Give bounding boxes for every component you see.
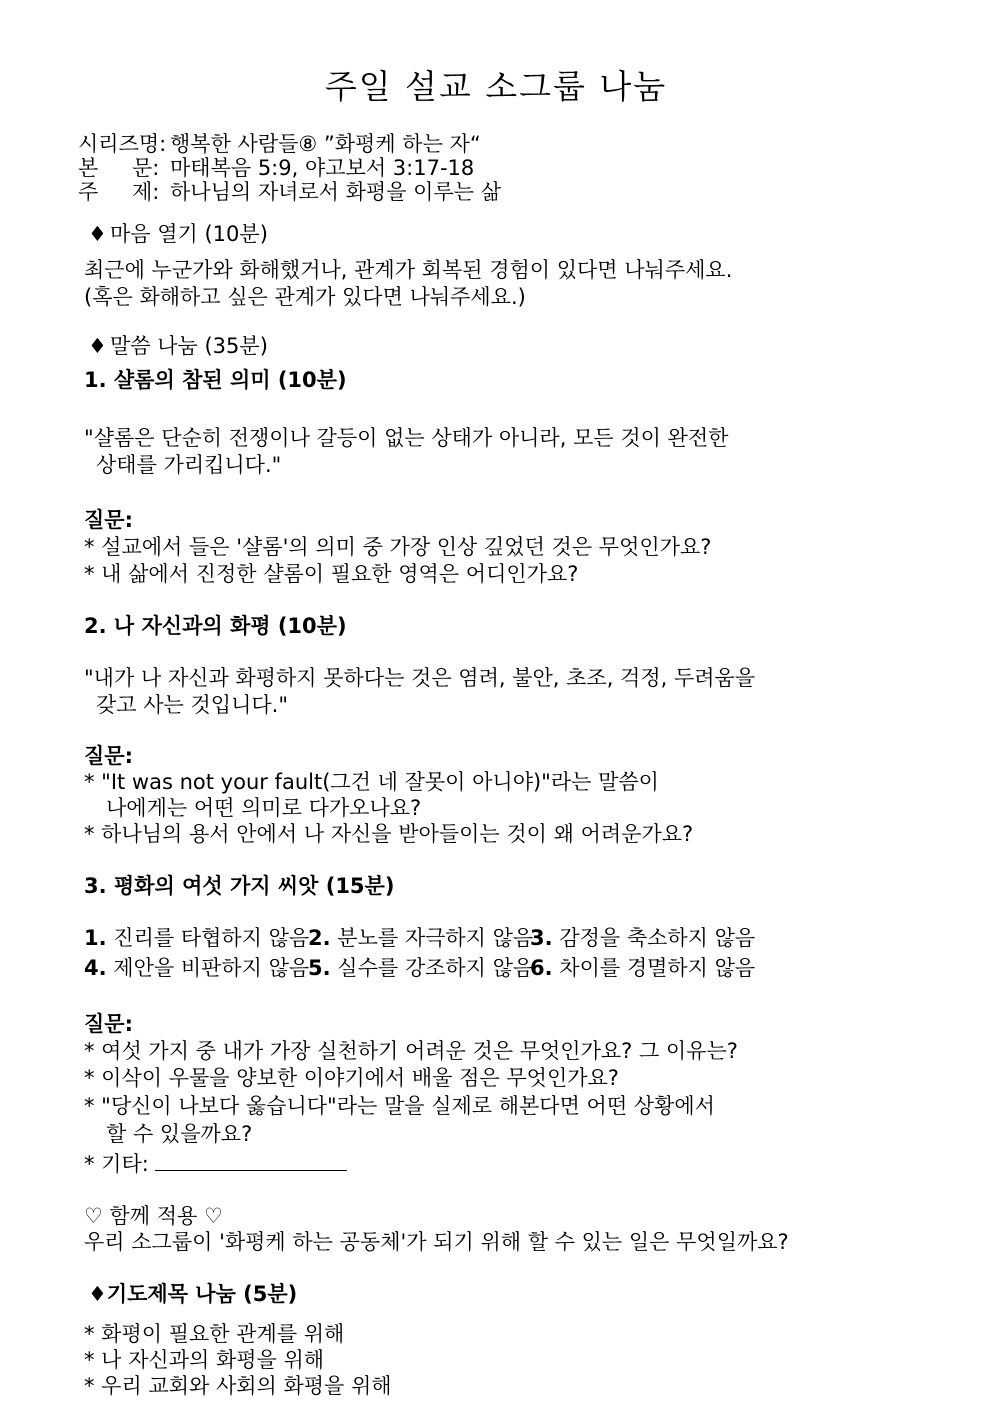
section-prayer-heading [88,1284,297,1305]
part1-question-1: * 설교에서 들은 '샬롬'의 의미 중 가장 인상 깊었던 것은 무엇인가요? [84,535,712,559]
part3-question-1: * 여섯 가지 중 내가 가장 실천하기 어려운 것은 무엇인가요? 그 이유는? [84,1039,738,1063]
part1-question-label: 질문: [84,508,133,532]
part1-heading: 1. 샬롬의 참된 의미 (10분) [84,368,347,392]
prayer-item-3: * 우리 교회와 사회의 화평을 위해 [84,1374,392,1398]
diamond-icon: ♦ [88,222,107,246]
part3-question-4 [84,1152,347,1175]
page-title: 주일 설교 소그룹 나눔 [324,67,668,106]
seed-2: 2. 분노를 자극하지 않음 [308,926,534,950]
part3-heading: 3. 평화의 여섯 가지 씨앗 (15분) [84,874,395,898]
part2-quote-1: "내가 나 자신과 화평하지 못하다는 것은 염려, 불안, 초조, 걱정, 두려움을 [84,666,756,690]
seed-5: 5. 실수를 강조하지 않음 [308,956,534,980]
text-value: 마태복음 5:9, 야고보서 3:17-18 [170,156,475,180]
section-open-title: 마음 열기 (10분) [110,222,268,246]
series-value: 행복한 사람들⑧ ”화평케 하는 자“ [170,132,481,156]
open-line-1: 최근에 누군가와 화해했거나, 관계가 회복된 경험이 있다면 나눠주세요. [84,258,733,282]
seed-4: 4. 제안을 비판하지 않음 [84,956,310,980]
other-label: * 기타: [84,1152,149,1176]
part1-question-2: * 내 삶에서 진정한 샬롬이 필요한 영역은 어디인가요? [84,562,579,586]
text-label-1: 본 [78,156,99,180]
part2-heading: 2. 나 자신과의 화평 (10분) [84,614,347,638]
part2-question-1a: * "It was not your fault(그건 네 잘못이 아니야)"라는 말씀이 [84,770,659,794]
prayer-item-1: * 화평이 필요한 관계를 위해 [84,1322,345,1346]
part3-question-2: * 이삭이 우물을 양보한 이야기에서 배울 점은 무엇인가요? [84,1066,619,1090]
section-word-heading [88,336,268,357]
seed-1: 1. 진리를 타협하지 않음 [84,926,310,950]
part3-question-3b: 할 수 있을까요? [106,1122,253,1146]
section-open-heading [88,224,268,245]
section-prayer-title: 기도제목 나눔 (5분) [106,1282,298,1306]
part3-question-label: 질문: [84,1012,133,1036]
part1-quote-1: "샬롬은 단순히 전쟁이나 갈등이 없는 상태가 아니라, 모든 것이 완전한 [84,426,729,450]
series-label: 시리즈명: [78,132,167,156]
part2-question-1b: 나에게는 어떤 의미로 다가오나요? [106,796,422,820]
text-label-2: 문: [132,156,160,180]
seed-3: 3. 감정을 축소하지 않음 [530,926,756,950]
theme-value: 하나님의 자녀로서 화평을 이루는 삶 [170,180,501,204]
seed-6: 6. 차이를 경멸하지 않음 [530,956,756,980]
part2-question-2: * 하나님의 용서 안에서 나 자신을 받아들이는 것이 왜 어려운가요? [84,822,694,846]
part2-question-label: 질문: [84,744,133,768]
part3-question-3a: * "당신이 나보다 옳습니다"라는 말을 실제로 해본다면 어떤 상황에서 [84,1094,715,1118]
part1-quote-2: 상태를 가리킵니다." [96,453,282,477]
section-word-title: 말씀 나눔 (35분) [110,334,268,358]
theme-label-2: 제: [132,180,160,204]
open-line-2: (혹은 화해하고 싶은 관계가 있다면 나눠주세요.) [84,285,526,309]
prayer-item-2: * 나 자신과의 화평을 위해 [84,1348,325,1372]
diamond-icon: ♦ [88,334,107,358]
apply-title: ♡ 함께 적용 ♡ [84,1204,223,1228]
apply-line: 우리 소그룹이 '화평케 하는 공동체'가 되기 위해 할 수 있는 일은 무엇일까요? [84,1230,789,1254]
part2-quote-2: 갖고 사는 것입니다." [96,693,288,717]
diamond-icon: ♦ [88,1282,107,1306]
theme-label-1: 주 [78,180,99,204]
other-answer-blank[interactable] [155,1152,347,1171]
